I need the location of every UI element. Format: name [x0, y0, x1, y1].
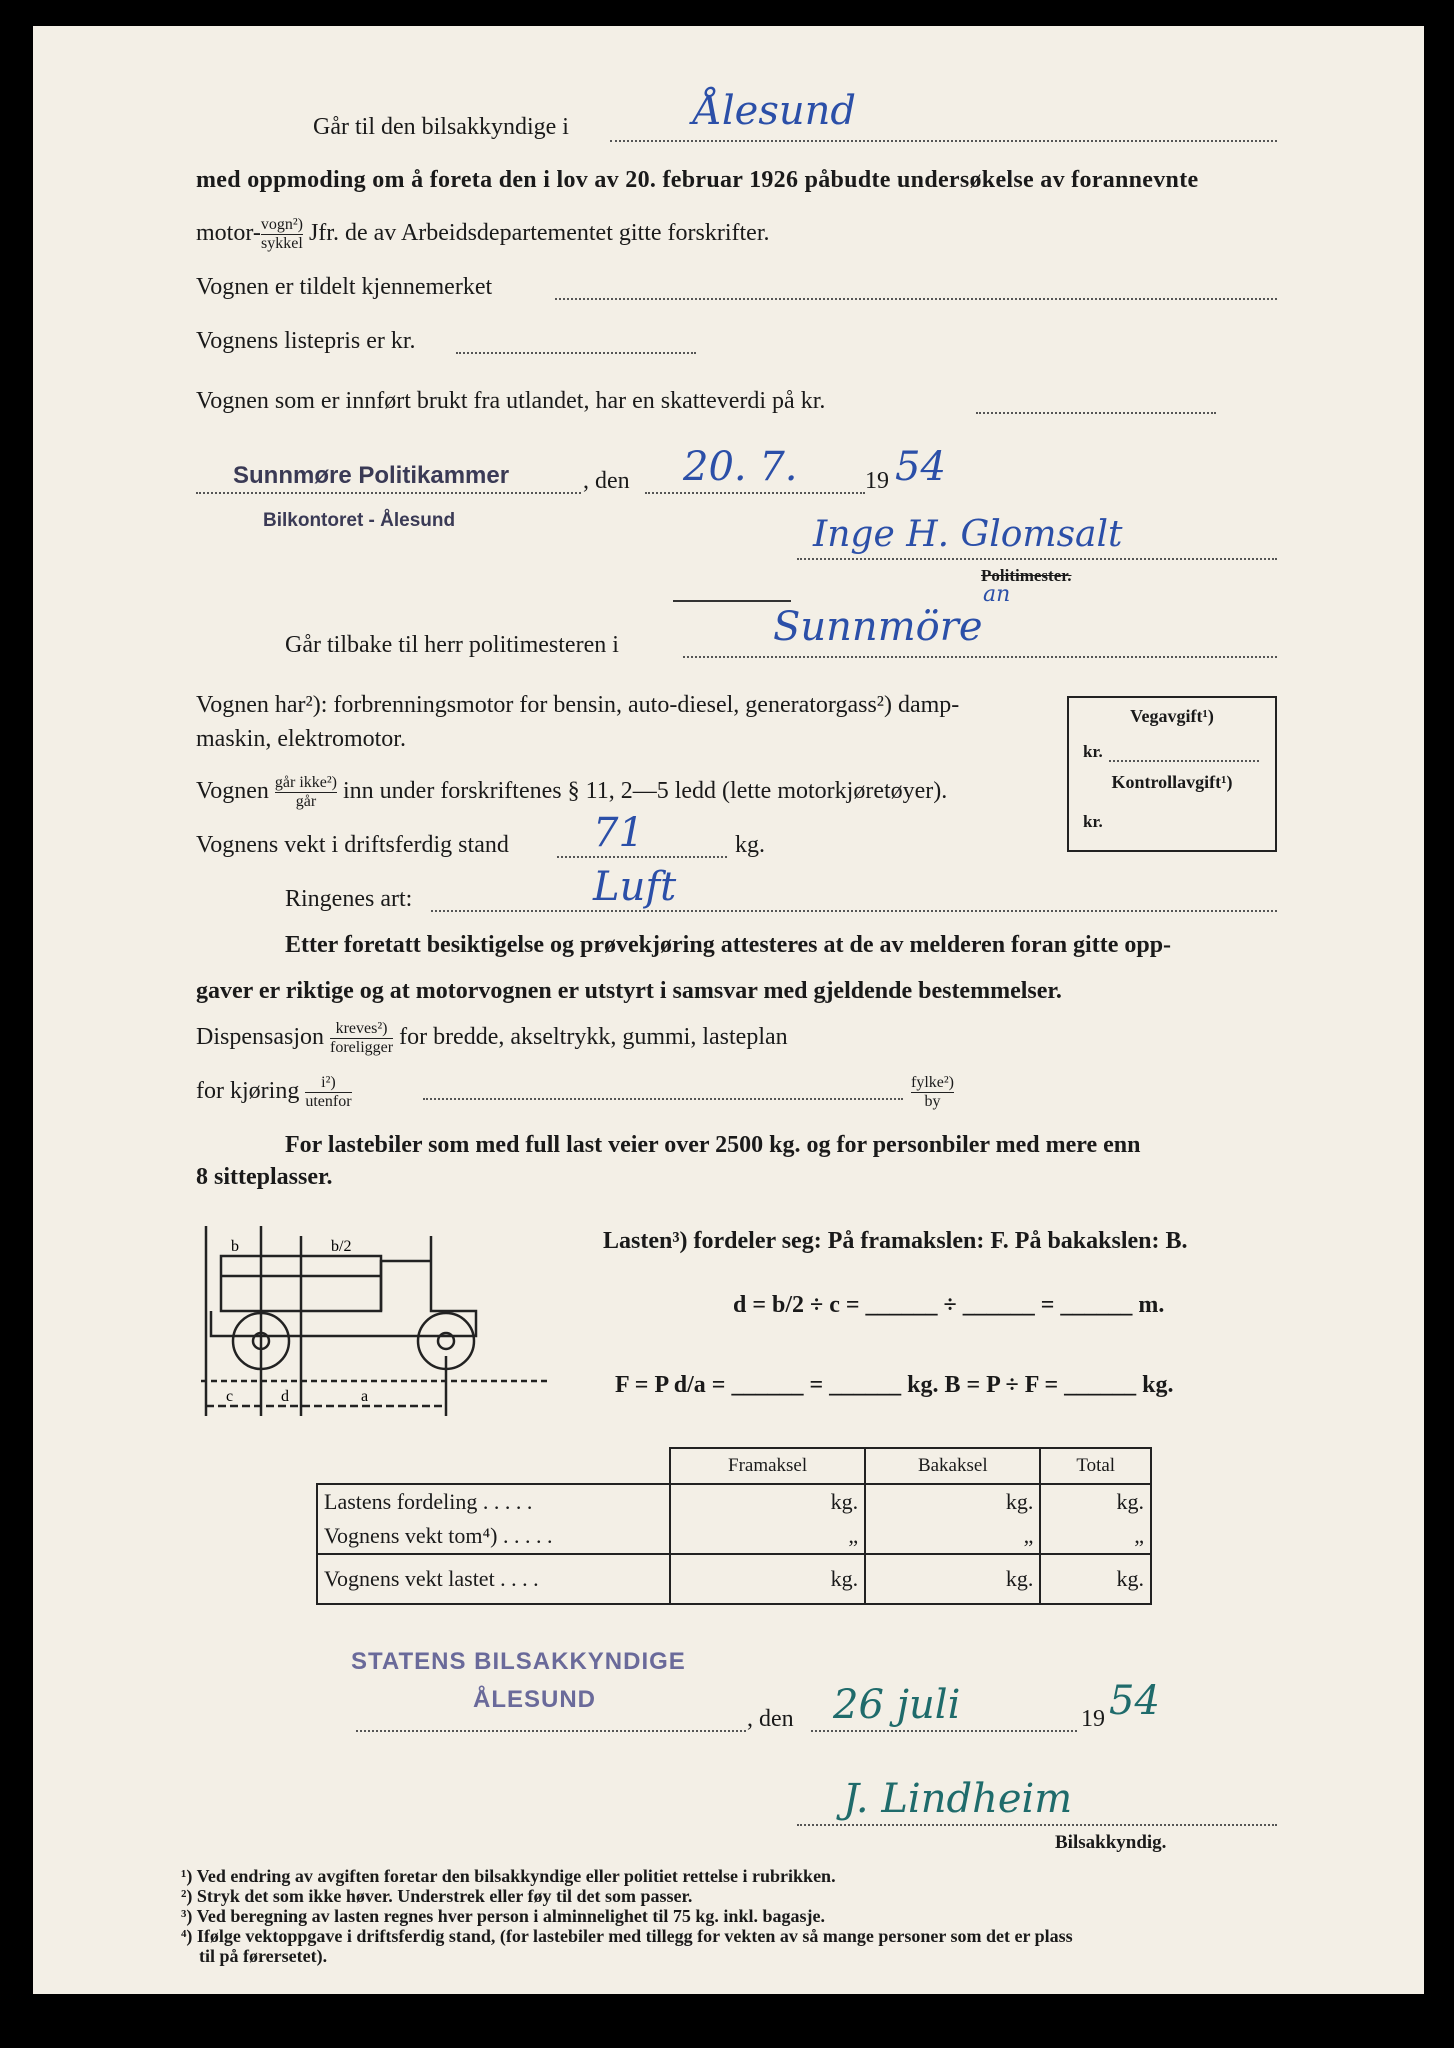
road-tax-label: Vegavgift¹): [1130, 706, 1214, 726]
plate-field: [555, 298, 1277, 300]
footnote-4: ⁴) Ifølge vektoppgave i driftsferdig stand, (for lastebiler med tillegg for vekten av så mange personer som det er plass: [181, 1926, 1073, 1946]
driving-field: [423, 1098, 903, 1100]
cell: kg.: [865, 1484, 1040, 1519]
fraction-bottom: sykkel: [261, 235, 303, 252]
table-row: [317, 1519, 1151, 1554]
office-line: [196, 492, 581, 494]
svg-text:a: a: [361, 1388, 369, 1405]
inspector-signature: J. Lindheim: [843, 1776, 1073, 1822]
inspector-label: Bilsakkyndig.: [1055, 1832, 1167, 1853]
road-tax-kr: kr.: [1083, 742, 1103, 761]
header-rear-axle: Bakaksel: [865, 1448, 1040, 1484]
year-handwritten: 54: [895, 444, 946, 490]
den-label: , den: [583, 468, 630, 494]
short-divider: [673, 600, 791, 602]
truck-note: For lastebiler som med full last veier over 2500 kg. og for personbiler med mere enn: [285, 1132, 1141, 1158]
svg-text:c: c: [226, 1388, 234, 1405]
signature-line: [797, 558, 1277, 560]
svg-text:b: b: [231, 1238, 239, 1255]
header-total: Total: [1040, 1448, 1151, 1484]
truck-diagram-icon: [201, 1206, 571, 1426]
tax-value-label: Vognen som er innført brukt fra utlandet, har en skatteverdi på kr.: [196, 388, 826, 414]
cell: kg.: [1040, 1484, 1151, 1519]
truck-note-2: 8 sitteplasser.: [196, 1164, 333, 1190]
tax-value-field: [976, 412, 1216, 414]
cell: „: [670, 1519, 865, 1554]
header-front-axle: Framaksel: [670, 1448, 865, 1484]
weight-field: [557, 856, 727, 858]
year2-prefix: 19: [1081, 1706, 1105, 1732]
motor-prefix: motor-: [196, 220, 261, 247]
table-row: [317, 1554, 1151, 1604]
destination-handwritten: Ålesund: [693, 88, 857, 134]
footnote-2: ²) Stryk det som ikke høver. Understrek eller føy til det som passer.: [181, 1886, 693, 1906]
fraction-bottom: by: [924, 1093, 941, 1110]
driving-label: for kjøring: [196, 1078, 300, 1105]
footnotes: [181, 1866, 1073, 1966]
weight-unit: kg.: [735, 832, 765, 858]
svg-text:b/2: b/2: [331, 1238, 352, 1255]
control-fee-kr: kr.: [1083, 812, 1103, 831]
vognen-label: Vognen: [196, 778, 269, 805]
date-field: [645, 492, 865, 494]
light-vehicle-fraction: [275, 774, 337, 811]
list-price-field: [456, 352, 696, 354]
attestation-text-2: gaver er riktige og at motorvognen er utstyrt i samsvar med gjeldende bestemmelser.: [196, 978, 1062, 1004]
cell: kg.: [1040, 1554, 1151, 1604]
fraction-top: fylke²): [911, 1074, 954, 1091]
list-price-label: Vognens listepris er kr.: [196, 328, 416, 354]
return-field: [683, 656, 1277, 658]
plate-label: Vognen er tildelt kjennemerket: [196, 274, 493, 300]
row-label: Lastens fordeling . . . . .: [317, 1484, 670, 1519]
formula-d: d = b/2 ÷ c = ______ ÷ ______ = ______ m.: [733, 1292, 1165, 1318]
footnote-4-cont: til på førersetet).: [199, 1946, 328, 1966]
tyres-label: Ringenes art:: [285, 886, 413, 912]
fraction-top: kreves²): [330, 1020, 393, 1039]
weight-label: Vognens vekt i driftsferdig stand: [196, 832, 509, 858]
engine-type-text: Vognen har²): forbrenningsmotor for bensin, auto-diesel, generatorgass²) damp-: [196, 692, 960, 718]
driving-fraction: [305, 1074, 351, 1111]
date2-handwritten: 26 juli: [833, 1682, 961, 1728]
form-paper: [33, 26, 1424, 1994]
load-table: [316, 1447, 1152, 1605]
driving-line: [196, 1074, 352, 1111]
politimester-label: Politimester.: [981, 566, 1072, 585]
fraction-top: vogn²): [260, 216, 303, 233]
footnote-3: ³) Ved beregning av lasten regnes hver person i alminnelighet til 75 kg. inkl. bagasje.: [181, 1906, 825, 1926]
dispensation-text: for bredde, akseltrykk, gummi, lasteplan: [399, 1024, 788, 1051]
attestation-text: Etter foretatt besiktigelse og prøvekjøring attesteres at de av melderen foran gitte opp-: [285, 932, 1172, 958]
tyres-handwritten: Luft: [593, 864, 677, 910]
fee-box: [1067, 696, 1277, 852]
vehicle-type-fraction: [261, 216, 303, 253]
cell: kg.: [670, 1484, 865, 1519]
cell: „: [1040, 1519, 1151, 1554]
motor-line: [196, 216, 769, 253]
row-label: Vognens vekt tom⁴) . . . . .: [317, 1519, 670, 1554]
tyres-field: [431, 910, 1277, 912]
signature-extra: an: [983, 582, 1011, 607]
destination-field: [610, 140, 1277, 142]
dispensation-fraction: [330, 1020, 393, 1057]
fraction-top: i²): [305, 1074, 351, 1093]
den-label-2: , den: [747, 1706, 794, 1732]
inspector-stamp: STATENS BILSAKKYNDIGE: [351, 1648, 686, 1675]
inspector-signature-line: [797, 1824, 1277, 1826]
date-field-2: [811, 1730, 1077, 1732]
cell: kg.: [670, 1554, 865, 1604]
fraction-top: går ikke²): [274, 774, 337, 791]
inspector-place-line: [356, 1730, 746, 1732]
load-distribution-text: Lasten³) fordeler seg: På framakslen: F. På bakakslen: B.: [603, 1228, 1188, 1254]
year-prefix: 19: [865, 468, 889, 494]
return-label: Går tilbake til herr politimesteren i: [285, 632, 619, 658]
fraction-bottom: foreligger: [330, 1039, 394, 1056]
county-fraction: [911, 1074, 954, 1111]
fraction-bottom: utenfor: [305, 1093, 352, 1110]
row-label: Vognens vekt lastet . . . .: [317, 1554, 670, 1604]
destination-label: Går til den bilsakkyndige i: [313, 114, 569, 140]
fraction-bottom: går: [295, 793, 317, 810]
dispensation-label: Dispensasjon: [196, 1024, 324, 1051]
formula-f: F = P d/a = ______ = ______ kg. B = P ÷ F = ______ kg.: [615, 1372, 1174, 1398]
dispensation-line: [196, 1020, 788, 1057]
light-vehicle-line: [196, 774, 947, 811]
regulations-text: Jfr. de av Arbeidsdepartementet gitte forskrifter.: [308, 220, 770, 247]
year2-handwritten: 54: [1109, 1678, 1160, 1724]
engine-type-text-2: maskin, elektromotor.: [196, 726, 406, 752]
svg-text:d: d: [281, 1388, 289, 1405]
inspector-stamp-city: ÅLESUND: [473, 1686, 597, 1713]
return-handwritten: Sunnmöre: [773, 604, 983, 650]
cell: „: [865, 1519, 1040, 1554]
office-stamp: Sunnmøre Politikammer: [233, 462, 510, 489]
request-text: med oppmoding om å foreta den i lov av 20. februar 1926 påbudte undersøkelse av forannevnte: [196, 167, 1199, 193]
light-vehicle-text: inn under forskriftenes § 11, 2—5 ledd (lette motorkjøretøyer).: [343, 778, 948, 805]
office-sub-stamp: Bilkontoret - Ålesund: [263, 510, 456, 531]
police-signature: Inge H. Glomsalt: [813, 514, 1123, 555]
cell: kg.: [865, 1554, 1040, 1604]
date-handwritten: 20. 7.: [683, 444, 798, 490]
table-row: [317, 1484, 1151, 1519]
weight-handwritten: 71: [593, 810, 644, 856]
control-fee-label: Kontrollavgift¹): [1111, 772, 1233, 792]
footnote-1: ¹) Ved endring av avgiften foretar den bilsakkyndige eller politiet rettelse i rubrikken.: [181, 1866, 836, 1886]
